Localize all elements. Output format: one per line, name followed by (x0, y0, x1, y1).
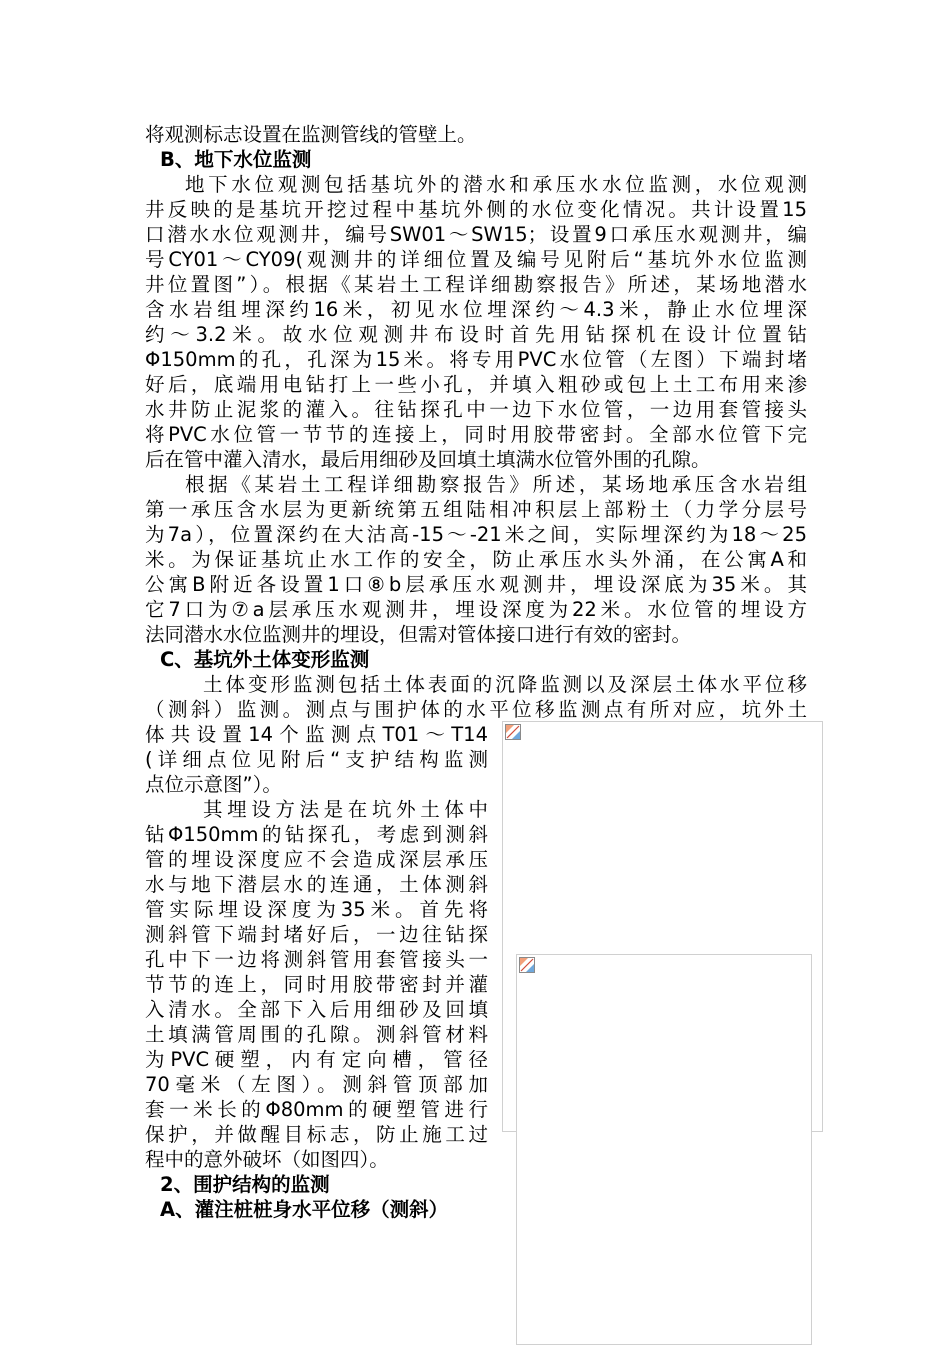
paragraph-line: 水井防止泥浆的灌入。往钻探孔中一边下水位管，一边用套管接头 (145, 398, 807, 421)
broken-image-icon (519, 957, 535, 973)
paragraph-line: 含水岩组埋深约16米，初见水位埋深约～4.3米，静止水位埋深 (145, 298, 807, 321)
paragraph-line: 它7口为⑦a层承压水观测井，埋设深度为22米。水位管的埋设方 (145, 598, 807, 621)
broken-image-icon (505, 724, 521, 740)
section-heading-c: C、基坑外土体变形监测 (160, 648, 370, 671)
image-placeholder (516, 954, 812, 1345)
paragraph-line: 孔中下一边将测斜管用套管接头一 (145, 948, 488, 971)
paragraph-line: 法同潜水水位监测井的埋设，但需对管体接口进行有效的密封。 (145, 623, 692, 646)
paragraph-line: 钻Φ150mm的钻探孔，考虑到测斜 (145, 823, 488, 846)
paragraph-line: 第一承压含水层为更新统第五组陆相冲积层上部粉土（力学分层号 (145, 498, 807, 521)
paragraph-line: 将PVC水位管一节节的连接上，同时用胶带密封。全部水位管下完 (145, 423, 807, 446)
paragraph-line: 米。为保证基坑止水工作的安全，防止承压水头外涌，在公寓A和 (145, 548, 807, 571)
paragraph-line: 点位示意图”）。 (145, 773, 282, 796)
paragraph-line: 井位置图”）。根据《某岩土工程详细勘察报告》所述，某场地潜水 (145, 273, 807, 296)
paragraph-line: Φ150mm的孔，孔深为15米。将专用PVC水位管（左图）下端封堵 (145, 348, 807, 371)
paragraph-line: 节节的连上，同时用胶带密封并灌 (145, 973, 488, 996)
paragraph-line: 土体变形监测包括土体表面的沉降监测以及深层土体水平位移 (203, 673, 807, 696)
paragraph-line: (详细点位见附后“支护结构监测 (145, 748, 488, 771)
paragraph-line: 好后，底端用电钻打上一些小孔，并填入粗砂或包上土工布用来渗 (145, 373, 807, 396)
paragraph-line: 水与地下潜层水的连通，土体测斜 (145, 873, 488, 896)
paragraph-line: 体共设置14个监测点T01～T14 (145, 723, 488, 746)
paragraph-line: 管的埋设深度应不会造成深层承压 (145, 848, 488, 871)
paragraph-line: 程中的意外破坏（如图四）。 (145, 1148, 389, 1171)
paragraph-line: 口潜水水位观测井，编号SW01～SW15；设置9口承压水观测井，编 (145, 223, 807, 246)
paragraph-line: 70毫米（左图）。测斜管顶部加 (145, 1073, 488, 1096)
paragraph-line: 为PVC硬塑，内有定向槽，管径 (145, 1048, 488, 1071)
paragraph-line: 根据《某岩土工程详细勘察报告》所述，某场地承压含水岩组 (185, 473, 807, 496)
paragraph-line: 其埋设方法是在坑外土体中 (203, 798, 488, 821)
paragraph-line: 约～3.2米。故水位观测井布设时首先用钻探机在设计位置钻 (145, 323, 807, 346)
section-heading-2: 2、围护结构的监测 (160, 1173, 330, 1196)
paragraph-line: 公寓B附近各设置1口⑧b层承压水观测井，埋设深底为35米。其 (145, 573, 807, 596)
paragraph-line: （测斜）监测。测点与围护体的水平位移监测点有所对应，坑外土 (145, 698, 807, 721)
paragraph-line: 为7a），位置深约在大沽高-15～-21米之间，实际埋深约为18～25 (145, 523, 807, 546)
paragraph-line: 管实际埋设深度为35米。首先将 (145, 898, 488, 921)
paragraph-line: 地下水位观测包括基坑外的潜水和承压水水位监测，水位观测 (185, 173, 807, 196)
section-heading-a: A、灌注桩桩身水平位移（测斜） (160, 1198, 449, 1221)
paragraph-line: 测斜管下端封堵好后，一边往钻探 (145, 923, 488, 946)
paragraph-line: 后在管中灌入清水，最后用细砂及回填土填满水位管外围的孔隙。 (145, 448, 711, 471)
section-heading-b: B、地下水位监测 (160, 148, 312, 171)
paragraph-line: 将观测标志设置在监测管线的管壁上。 (145, 123, 477, 146)
paragraph-line: 保护，并做醒目标志，防止施工过 (145, 1123, 488, 1146)
paragraph-line: 号CY01～CY09(观测井的详细位置及编号见附后“基坑外水位监测 (145, 248, 807, 271)
paragraph-line: 土填满管周围的孔隙。测斜管材料 (145, 1023, 488, 1046)
paragraph-line: 井反映的是基坑开挖过程中基坑外侧的水位变化情况。共计设置15 (145, 198, 807, 221)
paragraph-line: 入清水。全部下入后用细砂及回填 (145, 998, 488, 1021)
paragraph-line: 套一米长的Φ80mm的硬塑管进行 (145, 1098, 488, 1121)
